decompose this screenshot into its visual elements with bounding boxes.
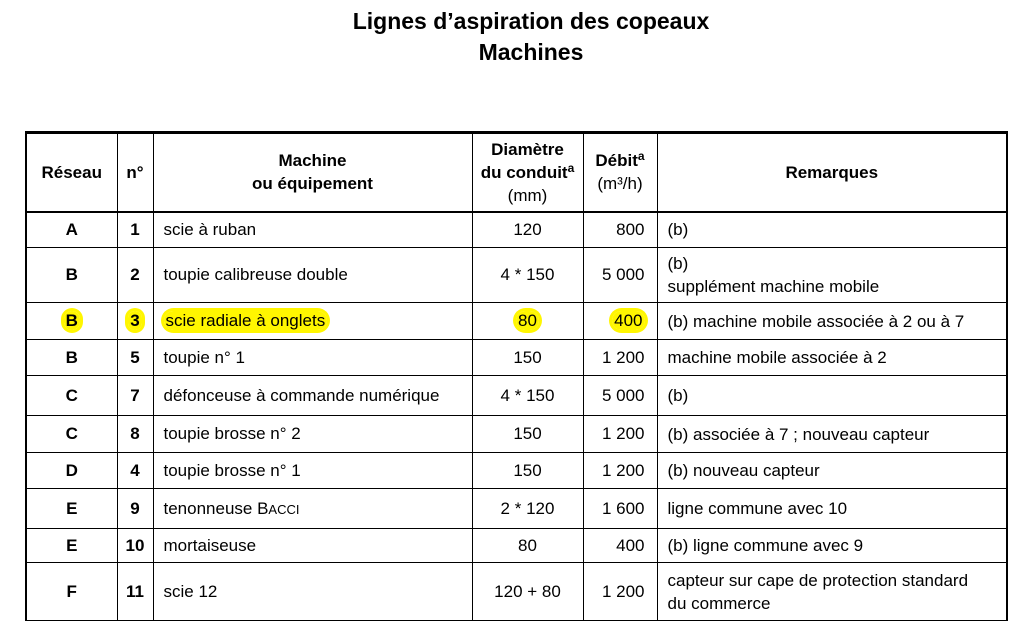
cell-reseau: E xyxy=(26,529,117,563)
cell-num: 11 xyxy=(117,563,153,621)
cell-machine: scie 12 xyxy=(153,563,472,621)
cell-diametre: 150 xyxy=(472,453,583,489)
table-row xyxy=(26,376,1007,416)
cell-remarque-line1: capteur sur cape de protection standard xyxy=(667,570,969,590)
cell-machine xyxy=(153,489,472,529)
cell-debit: 400 xyxy=(583,529,657,563)
col-header-diametre-line1: Diamètre xyxy=(491,139,564,159)
footnote-marker-a: a xyxy=(567,160,575,175)
cell-debit: 800 xyxy=(583,212,657,248)
cell-num: 9 xyxy=(117,489,153,529)
cell-machine: toupie brosse n° 1 xyxy=(153,453,472,489)
cell-diametre: 4 * 150 xyxy=(472,248,583,303)
cell-num: 7 xyxy=(117,376,153,416)
col-header-num: n° xyxy=(117,133,153,212)
cell-diametre: 150 xyxy=(472,340,583,376)
cell-remarque-line1: (b) xyxy=(667,254,689,273)
cell-debit: 1 600 xyxy=(583,489,657,529)
col-header-machine-line2: ou équipement xyxy=(252,174,373,194)
cell-remarque: (b) nouveau capteur xyxy=(657,453,1007,489)
table-row-highlighted xyxy=(26,303,1007,340)
page-subtitle: Machines xyxy=(478,39,584,65)
cell-machine-smallcaps: ACCI xyxy=(268,501,300,517)
machines-table xyxy=(25,131,1008,621)
highlight-mark: 80 xyxy=(518,311,537,330)
cell-machine: mortaiseuse xyxy=(153,529,472,563)
table-row xyxy=(26,563,1007,621)
cell-remarque xyxy=(657,563,1007,621)
cell-remarque: ligne commune avec 10 xyxy=(657,489,1007,529)
cell-machine: toupie n° 1 xyxy=(153,340,472,376)
cell-num: 5 xyxy=(117,340,153,376)
cell-debit: 5 000 xyxy=(583,248,657,303)
cell-debit: 1 200 xyxy=(583,453,657,489)
cell-diametre: 120 + 80 xyxy=(472,563,583,621)
cell-reseau: B xyxy=(26,340,117,376)
cell-diametre: 80 xyxy=(472,529,583,563)
cell-num: 4 xyxy=(117,453,153,489)
cell-remarque: (b) machine mobile associée à 2 ou à 7 xyxy=(657,303,1007,340)
cell-num: 8 xyxy=(117,416,153,453)
cell-remarque: machine mobile associée à 2 xyxy=(657,340,1007,376)
cell-num: 10 xyxy=(117,529,153,563)
cell-diametre: 120 xyxy=(472,212,583,248)
table-header-row xyxy=(26,133,1007,212)
cell-diametre xyxy=(472,303,583,340)
table-row xyxy=(26,529,1007,563)
cell-reseau xyxy=(26,303,117,340)
cell-debit: 1 200 xyxy=(583,340,657,376)
cell-num: 1 xyxy=(117,212,153,248)
cell-remarque: (b) ligne commune avec 9 xyxy=(657,529,1007,563)
cell-debit: 1 200 xyxy=(583,563,657,621)
col-header-debit xyxy=(583,133,657,212)
col-header-machine-line1: Machine xyxy=(278,151,347,171)
highlight-mark: scie radiale à onglets xyxy=(165,311,326,330)
cell-debit: 1 200 xyxy=(583,416,657,453)
col-header-machine xyxy=(153,133,472,212)
cell-reseau: A xyxy=(26,212,117,248)
col-header-diametre xyxy=(472,133,583,212)
table-row xyxy=(26,453,1007,489)
col-header-reseau: Réseau xyxy=(26,133,117,212)
footnote-marker-a: a xyxy=(637,149,645,164)
col-header-diametre-line2: du conduit xyxy=(480,162,568,182)
cell-machine: défonceuse à commande numérique xyxy=(153,376,472,416)
cell-reseau: B xyxy=(26,248,117,303)
cell-debit xyxy=(583,303,657,340)
col-header-debit-unit: (m³/h) xyxy=(597,174,643,194)
cell-machine-text: tenonneuse B xyxy=(163,498,269,518)
cell-reseau: D xyxy=(26,453,117,489)
cell-reseau: F xyxy=(26,563,117,621)
cell-remarque: (b) xyxy=(657,376,1007,416)
highlight-mark: B xyxy=(65,311,78,330)
cell-reseau: C xyxy=(26,376,117,416)
cell-remarque-line2: supplément machine mobile xyxy=(667,277,880,296)
cell-reseau: C xyxy=(26,416,117,453)
page-title: Lignes d’aspiration des copeaux xyxy=(352,8,710,34)
table-row xyxy=(26,340,1007,376)
cell-debit: 5 000 xyxy=(583,376,657,416)
highlight-mark: 3 xyxy=(130,311,140,330)
cell-machine: toupie brosse n° 2 xyxy=(153,416,472,453)
cell-reseau: E xyxy=(26,489,117,529)
cell-machine: scie à ruban xyxy=(153,212,472,248)
col-header-remarques: Remarques xyxy=(657,133,1007,212)
col-header-diametre-unit: (mm) xyxy=(507,185,548,205)
cell-diametre: 150 xyxy=(472,416,583,453)
cell-machine xyxy=(153,303,472,340)
col-header-debit-line1: Débit xyxy=(595,151,638,171)
table-row xyxy=(26,416,1007,453)
table-row xyxy=(26,212,1007,248)
cell-num xyxy=(117,303,153,340)
cell-machine: toupie calibreuse double xyxy=(153,248,472,303)
cell-diametre: 4 * 150 xyxy=(472,376,583,416)
cell-num: 2 xyxy=(117,248,153,303)
cell-diametre: 2 * 120 xyxy=(472,489,583,529)
table-row xyxy=(26,248,1007,303)
cell-remarque: (b) associée à 7 ; nouveau capteur xyxy=(657,416,1007,453)
cell-remarque: (b) xyxy=(657,212,1007,248)
cell-remarque xyxy=(657,248,1007,303)
highlight-mark: 400 xyxy=(614,311,643,330)
table-row xyxy=(26,489,1007,529)
cell-remarque-line2: du commerce xyxy=(667,593,771,613)
